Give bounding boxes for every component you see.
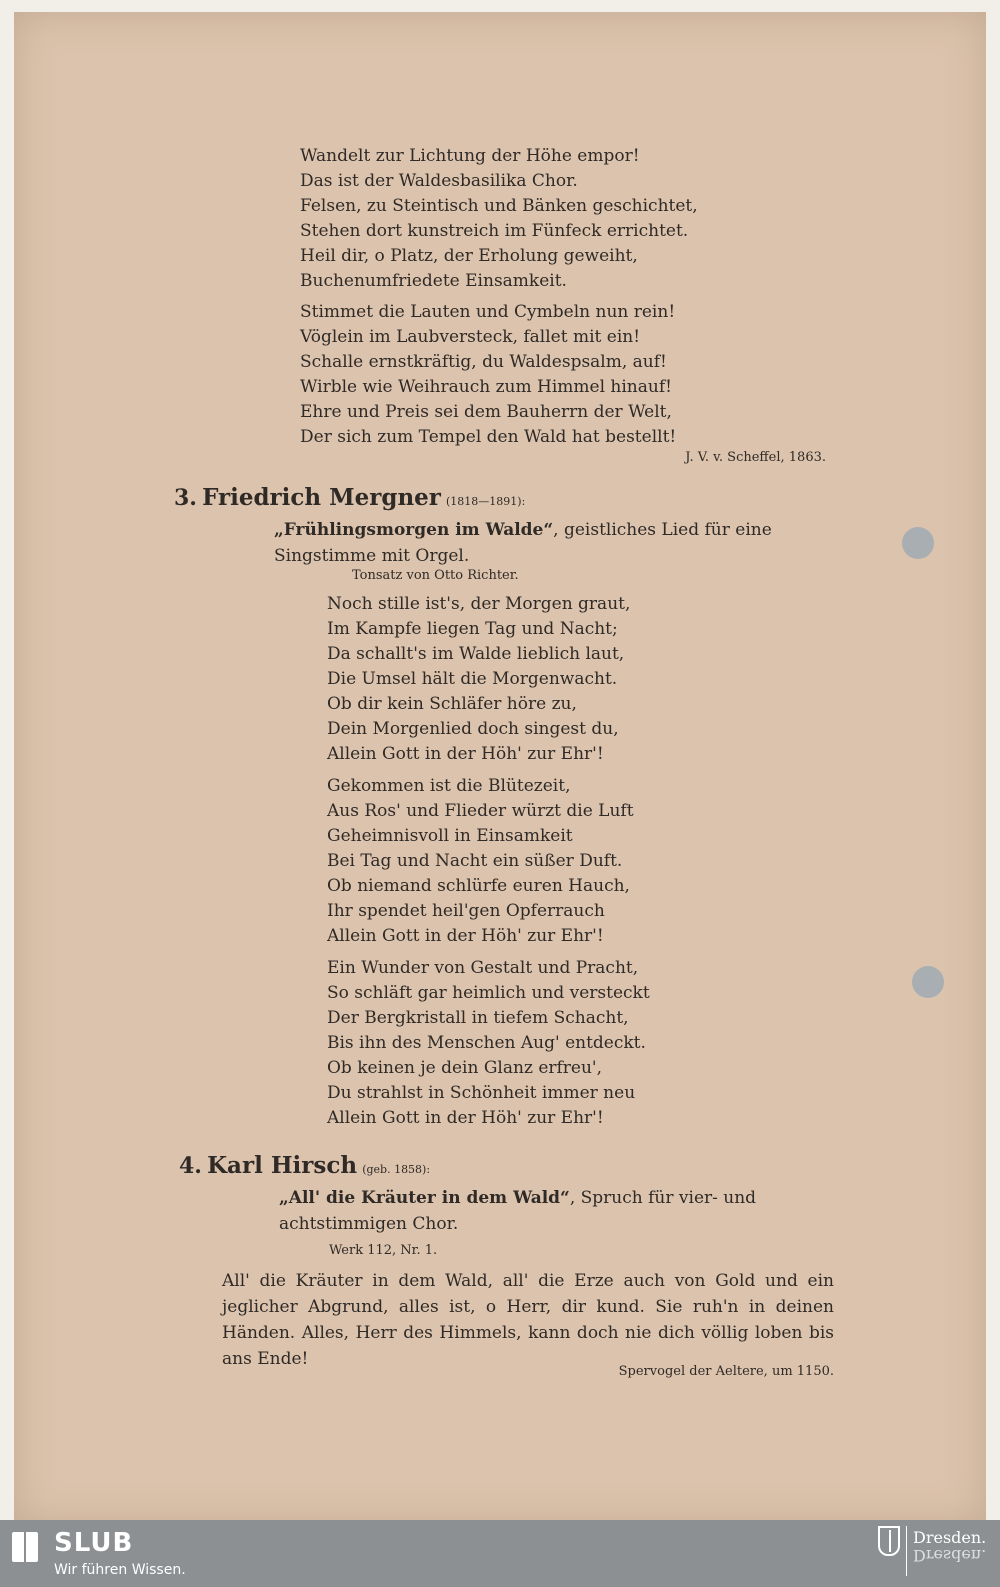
verse-line: Schalle ernstkräftig, du Waldespsalm, auf! (300, 352, 667, 372)
section-number: 4. (179, 1153, 202, 1179)
composer-name: Friedrich Mergner (202, 484, 441, 511)
composer-dates: (1818—1891): (446, 495, 526, 508)
work-description: , Spruch für vier- und achtstimmigen Chor. (279, 1188, 757, 1234)
poem1-stanza2 (300, 300, 676, 450)
verse-line: Buchenumfriedete Einsamkeit. (300, 271, 567, 291)
section3-heading (174, 484, 525, 511)
work-title: „All' die Kräuter in dem Wald“ (279, 1188, 570, 1208)
composer-name: Karl Hirsch (207, 1152, 358, 1179)
verse-line: Wandelt zur Lichtung der Höhe empor! (300, 146, 640, 166)
verse-line: Der sich zum Tempel den Wald hat bestellt! (300, 427, 677, 447)
city-name[interactable]: Dresden. (913, 1528, 987, 1547)
section4-note: Werk 112, Nr. 1. (329, 1243, 438, 1258)
divider (906, 1526, 907, 1576)
verse-line: Ehre und Preis sei dem Bauherrn der Welt, (300, 402, 672, 422)
book-icon (12, 1532, 38, 1562)
verse-line: So schläft gar heimlich und versteckt (327, 983, 650, 1003)
section3-work (274, 517, 829, 569)
verse-line: Stehen dort kunstreich im Fünfeck errichtet. (300, 221, 689, 241)
verse-line: Ihr spendet heil'gen Opferrauch (327, 901, 605, 921)
section4-heading (179, 1152, 430, 1179)
section3-stanza3 (327, 956, 650, 1131)
verse-line: Der Bergkristall in tiefem Schacht, (327, 1008, 629, 1028)
verse-line: Wirble wie Weihrauch zum Himmel hinauf! (300, 377, 672, 397)
verse-line: Vöglein im Laubversteck, fallet mit ein! (300, 327, 641, 347)
verse-line: Heil dir, o Platz, der Erholung geweiht, (300, 246, 638, 266)
work-title: „Frühlingsmorgen im Walde“ (274, 520, 554, 540)
verse-line: Da schallt's im Walde lieblich laut, (327, 644, 625, 664)
library-tagline: Wir führen Wissen. (54, 1562, 186, 1578)
work-description: , geistliches Lied für eine Singstimme mit Orgel. (274, 520, 772, 566)
verse-line: Ob dir kein Schläfer höre zu, (327, 694, 577, 714)
verse-line: Noch stille ist's, der Morgen graut, (327, 594, 631, 614)
verse-line: Allein Gott in der Höh' zur Ehr'! (327, 1108, 604, 1128)
footer-bar (0, 1520, 1000, 1587)
section4-text: All' die Kräuter in dem Wald, all' die Erze auch von Gold und ein jeglicher Abgrund, alles ist, o Herr, dir kund. Sie ruh'n in deinen Händen. Alles, Herr des Himmels, kann doch nie dich völlig loben bis ans Ende! (222, 1271, 834, 1369)
verse-line: Das ist der Waldesbasilika Chor. (300, 171, 578, 191)
verse-line: Bei Tag und Nacht ein süßer Duft. (327, 851, 623, 871)
scanned-page (14, 12, 986, 1524)
punch-hole (912, 966, 944, 998)
verse-line: Allein Gott in der Höh' zur Ehr'! (327, 744, 604, 764)
section3-stanza2 (327, 774, 634, 949)
poem1-author: J. V. v. Scheffel, 1863. (685, 450, 826, 465)
verse-line: Ein Wunder von Gestalt und Pracht, (327, 958, 639, 978)
coat-of-arms-icon (878, 1526, 900, 1556)
section4-work (279, 1185, 834, 1237)
verse-line: Allein Gott in der Höh' zur Ehr'! (327, 926, 604, 946)
section3-note: Tonsatz von Otto Richter. (352, 568, 519, 583)
punch-hole (902, 527, 934, 559)
verse-line: Gekommen ist die Blütezeit, (327, 776, 571, 796)
verse-line: Geheimnisvoll in Einsamkeit (327, 826, 573, 846)
verse-line: Stimmet die Lauten und Cymbeln nun rein! (300, 302, 676, 322)
verse-line: Ob keinen je dein Glanz erfreu', (327, 1058, 603, 1078)
city-name-reflection: Dresden. (913, 1546, 987, 1565)
verse-line: Die Umsel hält die Morgenwacht. (327, 669, 618, 689)
verse-line: Du strahlst in Schönheit immer neu (327, 1083, 636, 1103)
library-name[interactable]: SLUB (54, 1528, 134, 1558)
verse-line: Ob niemand schlürfe euren Hauch, (327, 876, 630, 896)
section-number: 3. (174, 485, 197, 511)
section3-stanza1 (327, 592, 630, 767)
composer-dates: (geb. 1858): (362, 1163, 431, 1176)
verse-line: Aus Ros' und Flieder würzt die Luft (327, 801, 634, 821)
verse-line: Felsen, zu Steintisch und Bänken geschichtet, (300, 196, 698, 216)
verse-line: Bis ihn des Menschen Aug' entdeckt. (327, 1033, 646, 1053)
verse-line: Im Kampfe liegen Tag und Nacht; (327, 619, 618, 639)
poem1-stanza1 (300, 144, 698, 294)
section4-author: Spervogel der Aeltere, um 1150. (618, 1364, 834, 1379)
verse-line: Dein Morgenlied doch singest du, (327, 719, 619, 739)
